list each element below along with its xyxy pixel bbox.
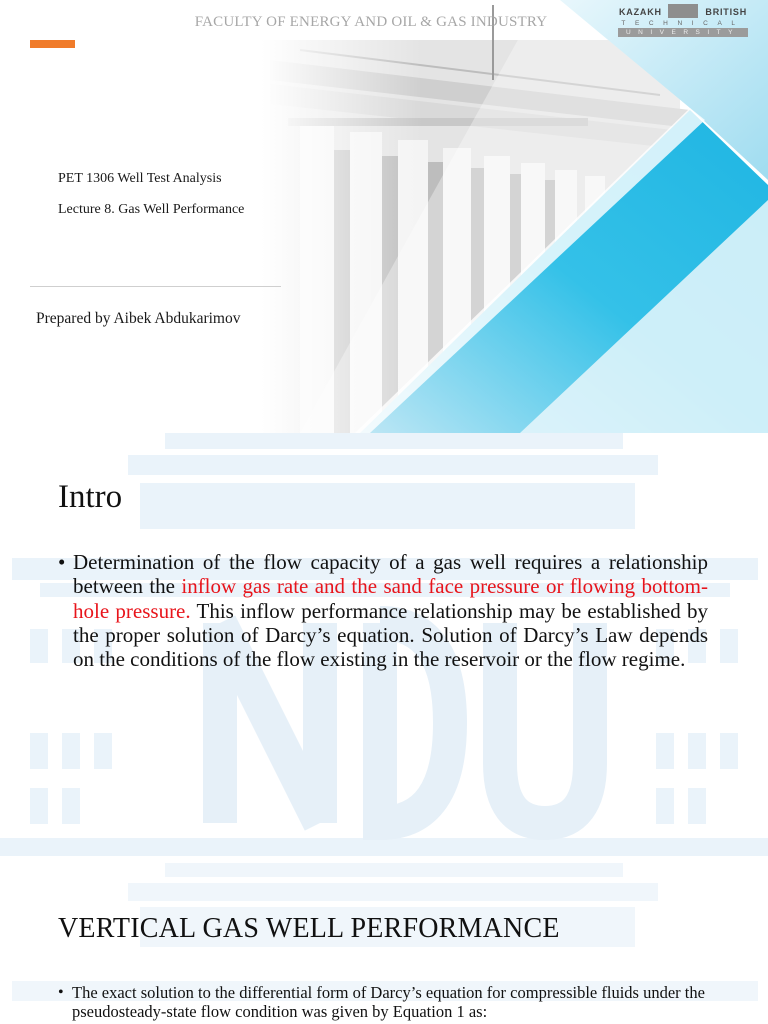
logo-word-university: UNIVERSITY	[618, 28, 748, 37]
intro-heading: Intro	[58, 479, 123, 515]
intro-highlighted-text: inflow gas rate and the sand face pressure or flowing bottom-hole pressure.	[73, 574, 708, 623]
kbtu-logo	[618, 2, 748, 38]
vertical-paragraph: The exact solution to the differential form of Darcy’s equation for compressible fluids under the pseudosteady-state flow condition was given by Equation 1 as:	[72, 983, 705, 1021]
lecture-title: Lecture 8. Gas Well Performance	[58, 202, 245, 217]
intro-bullet	[58, 550, 708, 671]
author-line: Prepared by Aibek Abdukarimov	[36, 310, 241, 327]
logo-word-technical: TECHNICAL	[621, 20, 745, 27]
orange-accent-bar	[30, 40, 75, 48]
bullet-icon: •	[58, 550, 66, 574]
logo-emblem-icon	[668, 4, 698, 18]
intro-text-part1: Determination of the flow capacity of a gas well requires a relationship between the	[73, 550, 708, 599]
logo-word-kazakh: KAZAKH	[619, 7, 662, 17]
faculty-name: FACULTY OF ENERGY AND OIL & GAS INDUSTRY	[194, 14, 548, 30]
course-title: PET 1306 Well Test Analysis	[58, 171, 222, 186]
logo-word-british: BRITISH	[705, 7, 747, 17]
bullet-icon: •	[58, 984, 64, 1001]
title-slide	[0, 0, 768, 433]
intro-text-part2: This inflow performance relationship may be established by the proper solution of Darcy’s equation. Solution of Darcy’s Law depends on the conditions of the flow existing in the reservoir or the flow regime.	[73, 598, 708, 672]
vertical-gas-well-slide	[0, 863, 768, 1024]
vertical-bullet	[58, 983, 708, 1021]
intro-slide	[0, 433, 768, 863]
vertical-heading: VERTICAL GAS WELL PERFORMANCE	[58, 913, 560, 944]
title-divider	[30, 286, 281, 287]
intro-paragraph	[73, 550, 708, 671]
